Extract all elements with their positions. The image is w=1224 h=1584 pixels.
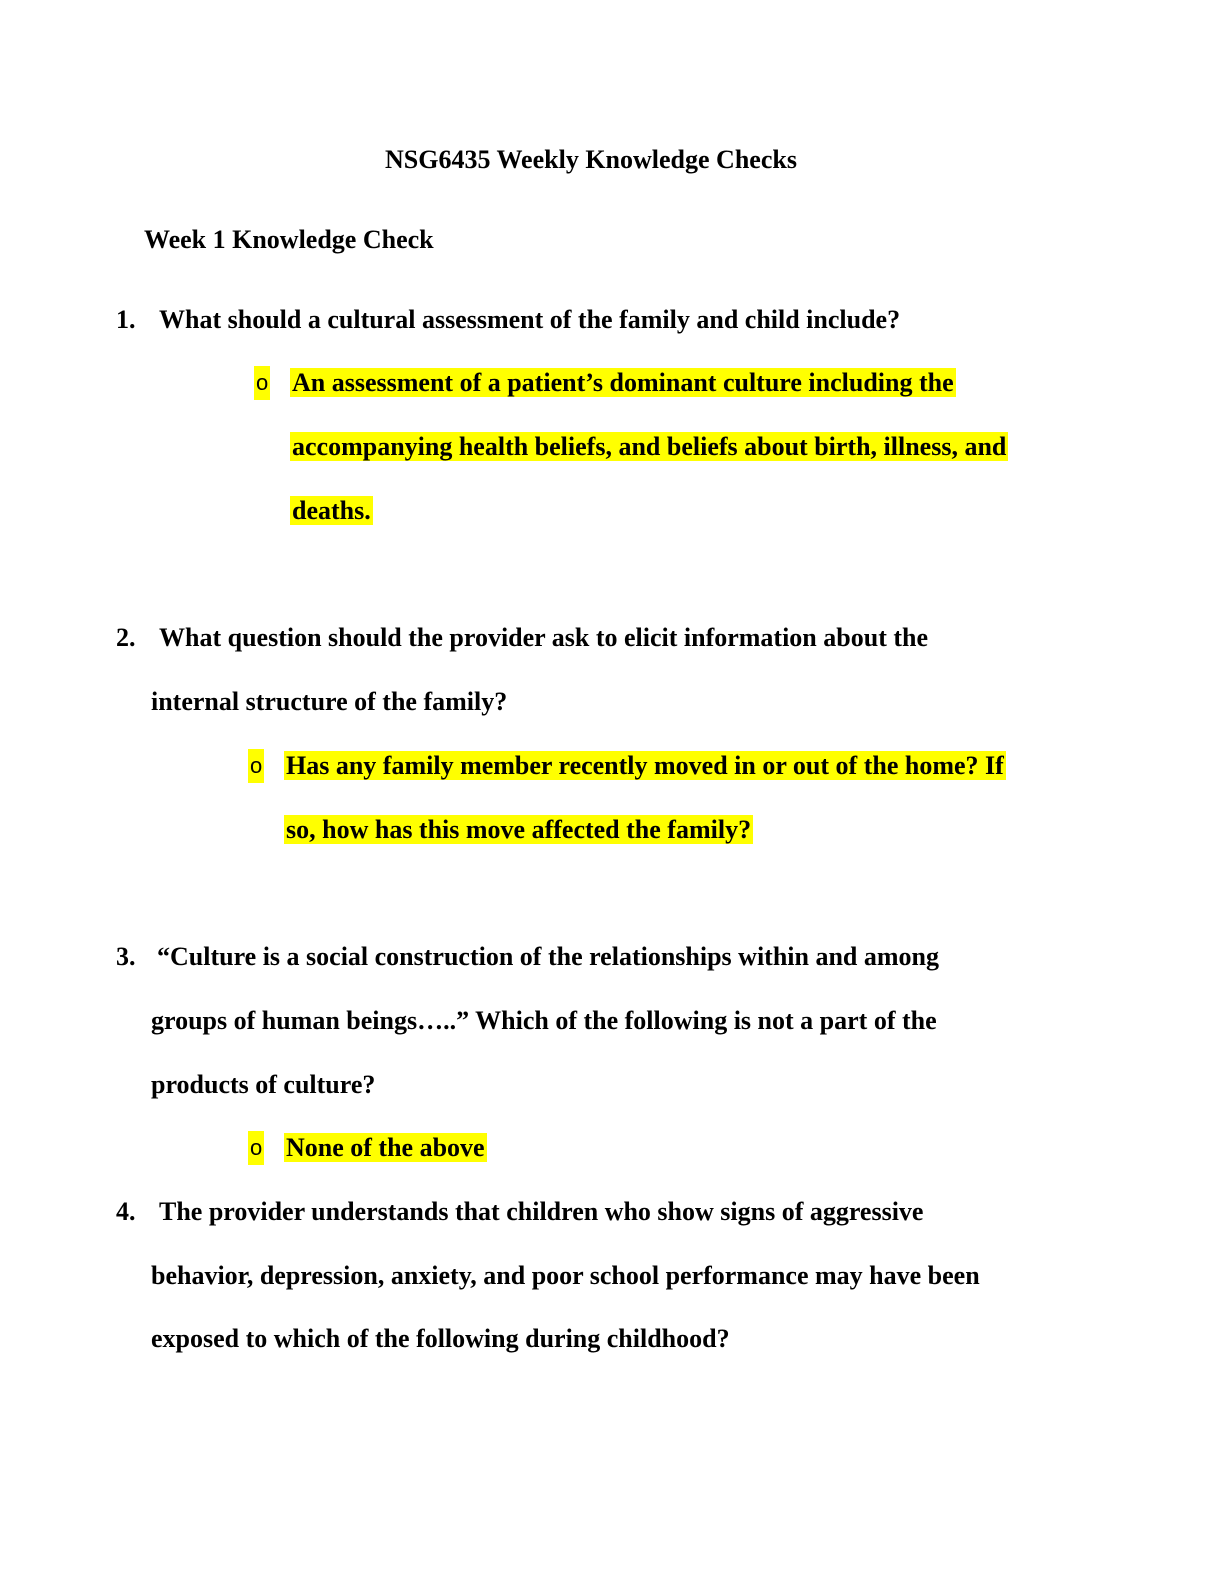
answer-1-line-3 bbox=[290, 494, 373, 528]
question-3-text-line-1: “Culture is a social construction of the relationships within and among bbox=[157, 942, 940, 971]
answer-1-line-1 bbox=[290, 366, 956, 400]
question-1-text-line-1: What should a cultural assessment of the family and child include? bbox=[159, 305, 901, 334]
answer-2-bullet-icon: o bbox=[248, 749, 264, 783]
question-4-text-line-3: exposed to which of the following during childhood? bbox=[151, 1324, 730, 1353]
question-4-text-line-1: The provider understands that children who show signs of aggressive bbox=[159, 1197, 924, 1226]
answer-2-line-2 bbox=[284, 813, 753, 847]
question-4-text-line-2: behavior, depression, anxiety, and poor school performance may have been bbox=[151, 1261, 980, 1290]
document-title: NSG6435 Weekly Knowledge Checks bbox=[385, 145, 797, 174]
answer-2-line-1 bbox=[284, 749, 1006, 783]
question-3-text-line-3: products of culture? bbox=[151, 1070, 376, 1099]
answer-1-line-1-text: An assessment of a patient’s dominant culture including the bbox=[292, 368, 954, 397]
question-4-number: 4. bbox=[116, 1197, 136, 1226]
question-3-number: 3. bbox=[116, 942, 136, 971]
question-3-text-line-2: groups of human beings…..” Which of the following is not a part of the bbox=[151, 1006, 937, 1035]
question-2-number: 2. bbox=[116, 623, 136, 652]
answer-2-line-2-text: so, how has this move affected the family? bbox=[286, 815, 752, 844]
answer-1-line-2-text: accompanying health beliefs, and beliefs about birth, illness, and bbox=[292, 432, 1007, 461]
answer-3-line-1-text: None of the above bbox=[286, 1133, 485, 1162]
answer-3-line-1 bbox=[284, 1131, 487, 1165]
answer-3-bullet-icon: o bbox=[248, 1131, 264, 1165]
question-1-number: 1. bbox=[116, 305, 136, 334]
answer-1-line-3-text: deaths. bbox=[292, 496, 371, 525]
answer-1-bullet-icon: o bbox=[254, 366, 270, 400]
answer-2-line-1-text: Has any family member recently moved in or out of the home? If bbox=[286, 751, 1004, 780]
answer-1-line-2 bbox=[290, 430, 1008, 464]
question-2-text-line-2: internal structure of the family? bbox=[151, 687, 508, 716]
question-2-text-line-1: What question should the provider ask to elicit information about the bbox=[159, 623, 929, 652]
section-heading: Week 1 Knowledge Check bbox=[144, 225, 434, 254]
